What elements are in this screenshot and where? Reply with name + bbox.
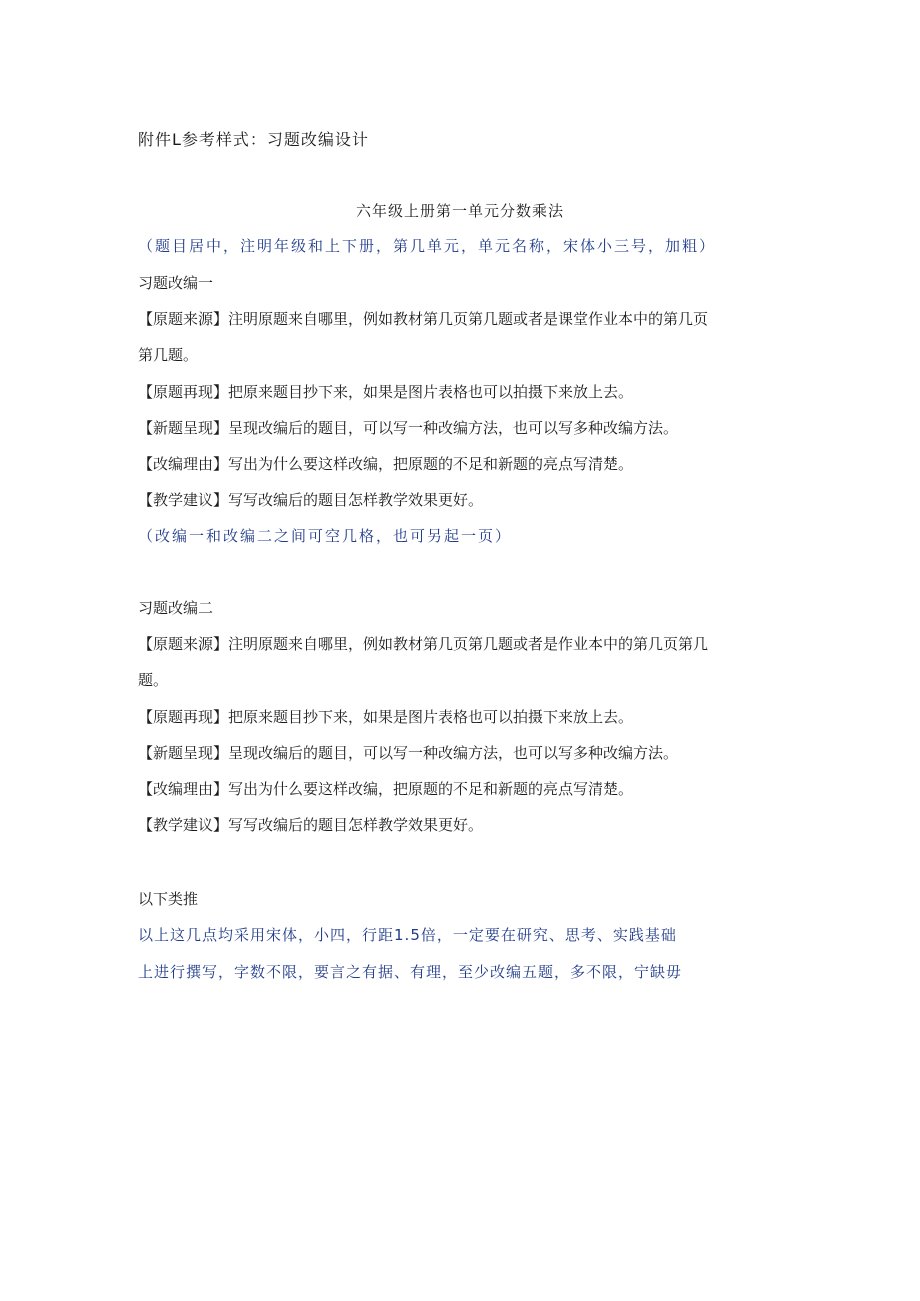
section2-new-label: 【新题呈现】 — [138, 744, 229, 762]
section2-source-line2: 题。 — [138, 671, 169, 689]
section1-source-label: 【原题来源】 — [138, 310, 229, 328]
final-format-note-line1: 以上这几点均采用宋体，小四，行距1.5倍，一定要在研究、思考、实践基础 — [138, 926, 677, 944]
section1-source-line1 — [138, 307, 798, 331]
section1-reason-label: 【改编理由】 — [138, 455, 229, 473]
between-sections-note: （改编一和改编二之间可空几格，也可另起一页） — [138, 527, 513, 545]
unit-title: 六年级上册第一单元分数乘法 — [355, 202, 564, 220]
section1-advice-label: 【教学建议】 — [138, 491, 229, 509]
section2-source-text: 注明原题来自哪里，例如教材第几页第几题或者是作业本中的第几页第几 — [228, 635, 709, 653]
section1-reproduce — [138, 380, 798, 404]
section1-advice-text: 写写改编后的题目怎样教学效果更好。 — [228, 491, 484, 509]
final-format-note-line2: 上进行撰写，字数不限，要言之有据、有理，至少改编五题，多不限，宁缺毋 — [138, 963, 683, 981]
section1-reproduce-label: 【原题再现】 — [138, 383, 229, 401]
section1-new-label: 【新题呈现】 — [138, 419, 229, 437]
section1-reason — [138, 452, 798, 476]
section1-advice — [138, 488, 798, 512]
section2-reason-text: 写出为什么要这样改编，把原题的不足和新题的亮点写清楚。 — [228, 780, 634, 798]
section1-heading: 习题改编一 — [138, 274, 214, 292]
section2-reason-label: 【改编理由】 — [138, 780, 229, 798]
section2-new-text: 呈现改编后的题目，可以写一种改编方法，也可以写多种改编方法。 — [228, 744, 679, 762]
section2-new — [138, 741, 798, 765]
section1-source-line2: 第几题。 — [138, 346, 199, 364]
section2-source-line1 — [138, 632, 798, 656]
section2-reason — [138, 777, 798, 801]
and-so-on-text: 以下类推 — [138, 890, 199, 908]
attachment-heading: 附件L参考样式：习题改编设计 — [138, 130, 369, 149]
section2-advice-text: 写写改编后的题目怎样教学效果更好。 — [228, 816, 484, 834]
section2-reproduce-text: 把原来题目抄下来，如果是图片表格也可以拍摄下来放上去。 — [228, 708, 634, 726]
section1-reason-text: 写出为什么要这样改编，把原题的不足和新题的亮点写清楚。 — [228, 455, 634, 473]
section2-source-label: 【原题来源】 — [138, 635, 229, 653]
section1-reproduce-text: 把原来题目抄下来，如果是图片表格也可以拍摄下来放上去。 — [228, 383, 634, 401]
section2-heading: 习题改编二 — [138, 599, 214, 617]
section1-new-text: 呈现改编后的题目，可以写一种改编方法，也可以写多种改编方法。 — [228, 419, 679, 437]
section2-advice — [138, 813, 798, 837]
section2-reproduce-label: 【原题再现】 — [138, 708, 229, 726]
section1-source-text: 注明原题来自哪里，例如教材第几页第几题或者是课堂作业本中的第几页 — [228, 310, 709, 328]
title-format-note: （题目居中，注明年级和上下册，第几单元，单元名称，宋体小三号，加粗） — [138, 237, 717, 255]
section1-new — [138, 416, 798, 440]
section2-reproduce — [138, 705, 798, 729]
section2-advice-label: 【教学建议】 — [138, 816, 229, 834]
